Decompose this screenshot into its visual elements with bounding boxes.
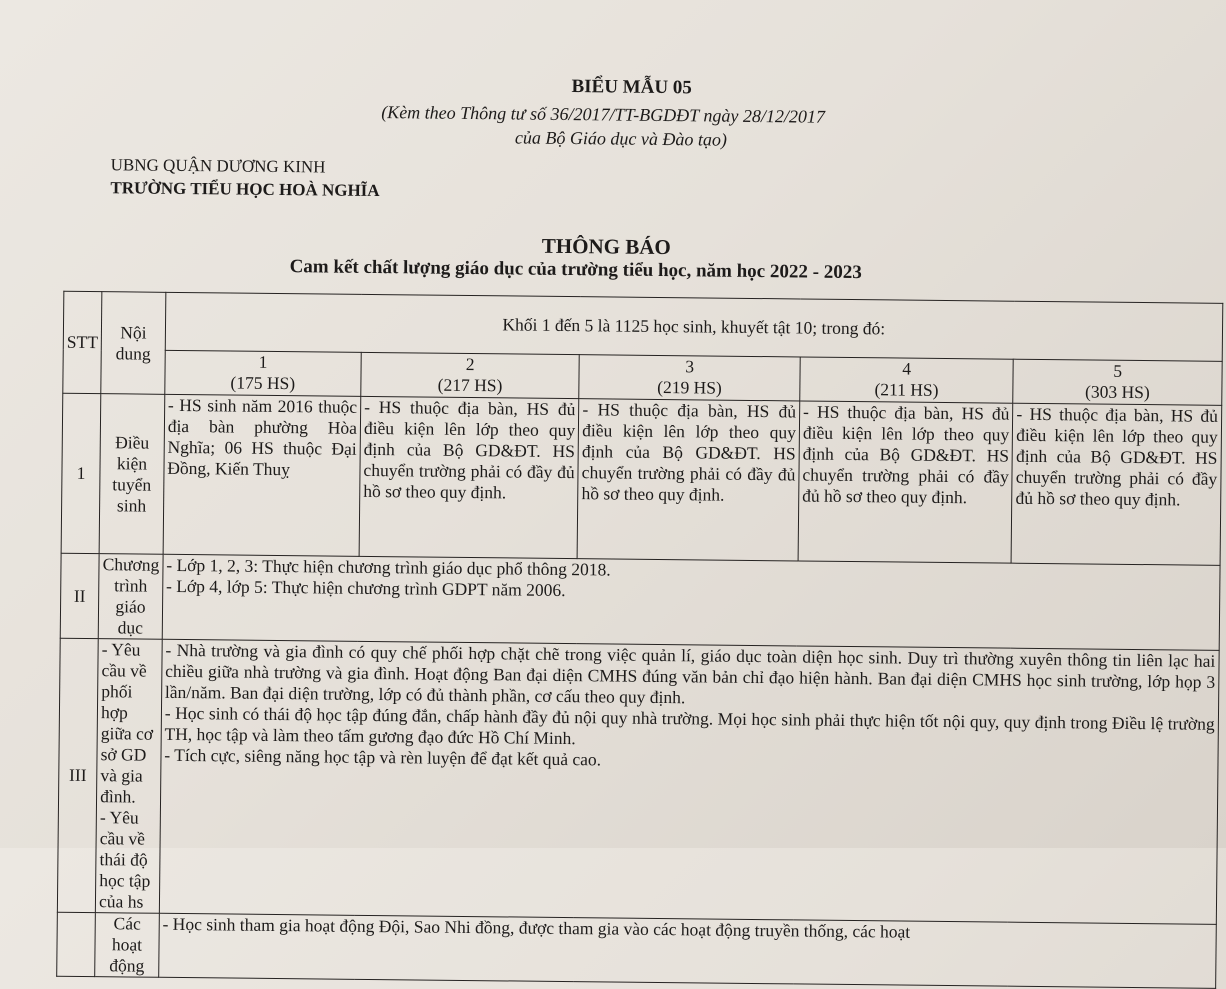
row-detail [158, 913, 1216, 988]
grade-count: (217 HS) [437, 374, 503, 396]
detail-line: - Lớp 4, lớp 5: Thực hiện chương trình GDPT năm 2006. [165, 575, 566, 601]
row-stt: II [60, 553, 99, 638]
grade-label: 4 [902, 358, 912, 379]
table-row [61, 393, 1221, 565]
grade-count: (219 HS) [657, 376, 722, 398]
grade-cell: - HS thuộc địa bàn, HS đủ điều kiện lên lớp theo quy định của Bộ GD&ĐT. HS chuyển trường phải có đầy đủ hồ sơ theo quy định. [577, 399, 799, 561]
grade-count: (211 HS) [874, 379, 939, 400]
grade-label: 3 [685, 356, 695, 377]
row-content: Điều kiện tuyển sinh [99, 394, 164, 555]
grade-header [165, 350, 362, 396]
row-stt [57, 912, 96, 976]
row-detail [162, 554, 1220, 650]
grade-count: (175 HS) [230, 372, 296, 394]
row-content [95, 639, 162, 914]
grade-cell: - HS thuộc địa bàn, HS đủ điều kiện lên lớp theo quy định của Bộ GD&ĐT. HS chuyển trường phải có đầy đủ hồ sơ theo quy định. [1011, 403, 1221, 565]
grade-label: 5 [1113, 360, 1123, 381]
row-detail [159, 639, 1219, 924]
row-content: Chương trình giáo dục [98, 554, 163, 640]
detail-line: - Học sinh có thái độ học tập đúng đắn, chấp hành đầy đủ nội quy nhà trường. Mọi học sinh phải thực hiện tốt nội quy, quy định trong Điều lệ trường TH, học tập và làm theo tấm gương đạo đức Hồ Chí Minh. [164, 702, 1215, 749]
detail-line: - Học sinh tham gia hoạt động Đội, Sao Nhi đồng, được tham gia vào các hoạt động truyền thống, các hoạt [162, 913, 911, 942]
table-row [60, 553, 1220, 650]
grade-cell: - HS thuộc địa bàn, HS đủ điều kiện lên lớp theo quy định của Bộ GD&ĐT. HS chuyển trường phải có đầy đủ hồ sơ theo quy định. [359, 396, 579, 558]
org-school: TRƯỜNG TIỂU HỌC HOÀ NGHĨA [110, 178, 380, 201]
table-row [57, 638, 1219, 924]
grade-label: 1 [258, 351, 268, 372]
grade-cell: - HS thuộc địa bàn, HS đủ điều kiện lên lớp theo quy định của Bộ GD&ĐT. HS chuyển trường phải có đầy đủ hồ sơ theo quy định. [798, 401, 1013, 563]
detail-line: - Lớp 1, 2, 3: Thực hiện chương trình giáo dục phổ thông 2018. [166, 554, 611, 580]
org-parent: UBNG QUẬN DƯƠNG KINH [110, 155, 326, 177]
grade-header [361, 352, 580, 398]
grade-header [1013, 359, 1222, 405]
grade-label: 2 [465, 353, 475, 375]
detail-line: - Nhà trường và gia đình có quy chế phối hợp chặt chẽ trong việc quản lí, giáo dục toàn diện học sinh. Duy trì thường xuyên thông tin liên lạc hai chiều giữa nhà trường và gia đình. Hoạt động Ban đại diện CMHS đúng văn bản chỉ đạo hiện hành. Ban đại diện CMHS học sinh trường, lớp họp 3 lần/năm. Ban đại diện trường, lớp có đủ thành phần, cơ cấu theo quy định. [164, 639, 1216, 708]
grade-header [579, 355, 800, 401]
commitment-table [56, 291, 1223, 989]
row-content: Các hoạt động [95, 913, 159, 978]
header-grade-group: Khối 1 đến 5 là 1125 học sinh, khuyết tật 10; trong đó: [165, 292, 1223, 361]
grade-count: (303 HS) [1084, 381, 1150, 403]
grade-header [800, 357, 1014, 403]
content-attitude: - Yêu cầu về thái độ học tập của hs [98, 807, 151, 912]
circular-reference: (Kèm theo Thông tư số 36/2017/TT-BGDĐT ngày 28/12/2017 [381, 102, 826, 127]
row-stt: 1 [61, 393, 101, 553]
ministry-reference: của Bộ Giáo dục và Đào tạo) [514, 127, 728, 150]
form-code: BIỂU MẪU 05 [571, 76, 692, 99]
grade-cell: - HS sinh năm 2016 thuộc địa bàn phường Hòa Nghĩa; 06 HS thuộc Đại Đồng, Kiến Thuỵ [163, 394, 361, 556]
document-title: THÔNG BÁO [541, 233, 671, 260]
header-stt: STT [63, 291, 102, 393]
content-cooperation: - Yêu cầu về phối hợp giữa cơ sở GD và gia đình. [100, 639, 154, 807]
header-content: Nội dung [101, 292, 166, 395]
detail-line: - Tích cực, siêng năng học tập và rèn luyện để đạt kết quả cao. [164, 744, 602, 770]
row-stt: III [57, 638, 98, 912]
table-row [57, 912, 1216, 988]
document-subtitle: Cam kết chất lượng giáo dục của trường tiểu học, năm học 2022 - 2023 [289, 256, 862, 284]
